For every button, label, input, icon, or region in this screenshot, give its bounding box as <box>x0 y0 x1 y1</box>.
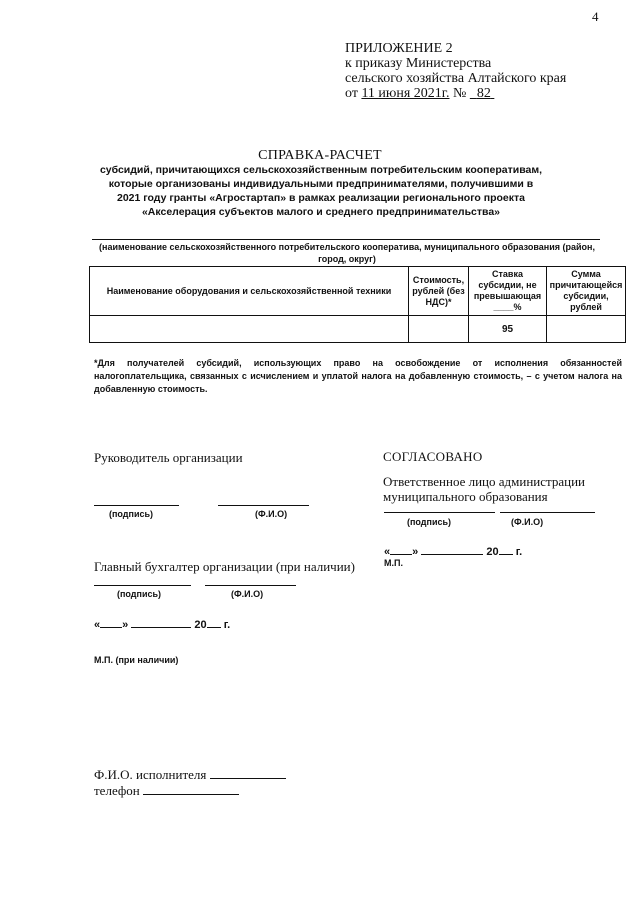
chief-accountant-label: Главный бухгалтер организации (при наличии) <box>94 559 355 574</box>
accountant-name-caption: (Ф.И.О) <box>231 589 264 599</box>
organization-name-line <box>92 239 600 240</box>
document-title: СПРАВКА-РАСЧЕТ <box>258 148 382 163</box>
table-cell-rate: 95 <box>469 316 547 343</box>
executor-name-label: Ф.И.О. исполнителя <box>94 767 207 782</box>
table-cell-amount <box>547 316 626 343</box>
executor-phone-label: телефон <box>94 783 140 798</box>
number-prefix: № <box>452 86 467 101</box>
agreed-name-caption: (Ф.И.О) <box>511 517 544 527</box>
order-number: 82 <box>476 86 491 101</box>
calculation-table <box>89 266 626 343</box>
executor-phone-row <box>94 783 239 799</box>
accountant-signature-line <box>94 585 191 586</box>
agreed-signature-caption: (подпись) <box>407 517 452 527</box>
date-prefix: от <box>345 86 358 101</box>
appendix-header <box>345 41 566 101</box>
organization-name-caption: (наименование сельскохозяйственного потребительского кооператива, муниципального образования (район, город, округ) <box>99 242 595 264</box>
executor-name-row <box>94 767 286 783</box>
table-header-rate: Ставка субсидии, не превышающая ____% <box>469 267 547 316</box>
table-row <box>90 316 626 343</box>
appendix-ministry-line: сельского хозяйства Алтайского края <box>345 71 567 86</box>
appendix-title: ПРИЛОЖЕНИЕ 2 <box>345 41 453 56</box>
document-subtitle: субсидий, причитающихся сельскохозяйственным потребительским кооперативам, которые организованы индивидуальными предпринимателями, получившими в 2021 году гранты «Агростартап» в рамках реализации регионального проекта «Акселерация субъектов малого и среднего предпринимательства» <box>99 164 543 218</box>
agreed-signature-line <box>384 512 495 513</box>
appendix-order-line: к приказу Министерства <box>345 56 492 71</box>
order-date: 11 июня 2021г. <box>361 86 450 101</box>
agreed-name-line <box>500 512 595 513</box>
table-header-row <box>90 267 626 316</box>
head-name-caption: (Ф.И.О) <box>255 509 288 519</box>
agreed-stamp-place: М.П. <box>384 558 403 568</box>
vat-footnote: *Для получателей субсидий, использующих право на освобождение от исполнения обязанностей налогоплательщика, связанных с исчислением и уплатой налога на добавленную стоимость, – с учетом налога на добавленную стоимость. <box>94 358 622 394</box>
accountant-name-line <box>205 585 296 586</box>
agreed-date-row: « » 20 г. <box>384 546 523 558</box>
stamp-place-optional: М.П. (при наличии) <box>94 655 179 665</box>
appendix-date-line <box>345 86 566 101</box>
agreed-official-label: Ответственное лицо администрации муниципального образования <box>383 474 586 504</box>
head-signature-caption: (подпись) <box>109 509 154 519</box>
executor-phone-line <box>143 783 239 795</box>
head-of-organization-label: Руководитель организации <box>94 450 243 465</box>
agreed-label: СОГЛАСОВАНО <box>383 449 483 464</box>
table-header-amount: Сумма причитающейся субсидии, рублей <box>547 267 626 316</box>
head-name-line <box>218 505 309 506</box>
table-header-cost: Стоимость, рублей (без НДС)* <box>409 267 469 316</box>
table-cell-equipment <box>90 316 409 343</box>
head-signature-line <box>94 505 179 506</box>
table-cell-cost <box>409 316 469 343</box>
accountant-signature-caption: (подпись) <box>117 589 162 599</box>
accountant-date-row: « » 20 г. <box>94 619 231 631</box>
table-header-equipment: Наименование оборудования и сельскохозяйственной техники <box>90 267 409 316</box>
page-number: 4 <box>592 9 599 24</box>
executor-name-line <box>210 767 286 779</box>
